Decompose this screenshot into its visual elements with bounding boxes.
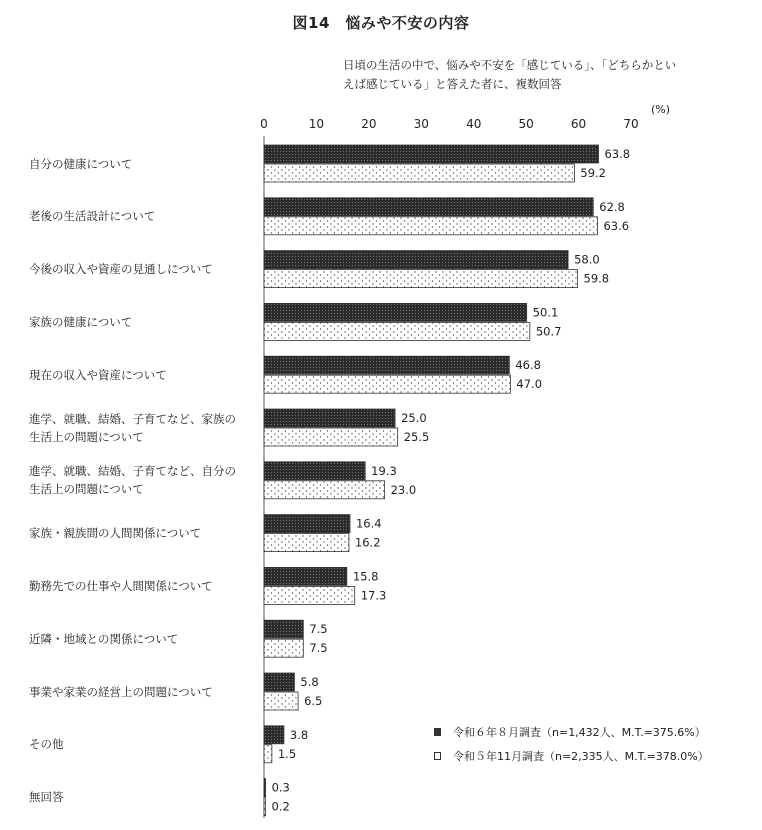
bar-series-1 [264, 303, 527, 321]
bar-series-1 [264, 145, 598, 163]
category-label: 勤務先での仕事や人間関係について [29, 578, 213, 593]
data-label: 15.8 [352, 569, 379, 584]
category-label: 老後の生活設計について [29, 209, 156, 224]
bar-series-2 [264, 270, 578, 288]
bar-series-1 [264, 567, 347, 585]
data-label: 1.5 [277, 746, 297, 761]
x-axis-ticks [260, 117, 638, 131]
data-label: 19.3 [371, 463, 397, 478]
data-label: 5.8 [300, 675, 319, 689]
data-label: 59.2 [580, 166, 606, 180]
category-label: 家族・親族間の人間関係について [29, 526, 202, 541]
data-label: 7.5 [309, 641, 328, 656]
data-label: 58.0 [574, 252, 600, 267]
legend-item-series-2 [434, 748, 709, 764]
data-label: 50.7 [535, 324, 562, 339]
category-label: 無回答 [29, 790, 64, 805]
bar-series-2 [264, 639, 303, 657]
data-label: 7.5 [309, 622, 328, 637]
category-label: 家族の健康について [29, 314, 133, 329]
bar-series-1 [264, 251, 568, 269]
bar-series-2 [264, 375, 510, 393]
x-tick-label: 30 [413, 117, 429, 131]
bar-series-2 [264, 164, 574, 182]
data-label: 16.2 [354, 535, 381, 550]
category-label: 事業や家業の経営上の問題について [29, 684, 213, 699]
bar-series-2 [264, 745, 272, 763]
bar-series-1 [264, 726, 284, 744]
data-label: 17.3 [360, 588, 387, 603]
data-label: 62.8 [599, 199, 625, 214]
data-label: 50.1 [532, 305, 559, 320]
data-label: 0.2 [271, 799, 290, 814]
legend-label-series-2: 令和５年11月調査（n=2,335人、M.T.=378.0%） [453, 750, 709, 763]
x-tick-label: 10 [308, 117, 325, 131]
bar-series-1 [264, 620, 303, 638]
bar-series-2 [264, 692, 298, 710]
data-label: 47.0 [516, 377, 543, 392]
data-label: 63.6 [603, 218, 630, 233]
bar-series-1 [264, 198, 593, 216]
bars-group [264, 145, 630, 816]
data-label: 63.8 [604, 147, 631, 161]
x-tick-label: 0 [260, 117, 268, 131]
data-label: 16.4 [355, 516, 382, 531]
bar-series-2 [264, 534, 349, 552]
chart-note: 日頃の生活の中で、悩みや不安を「感じている」、「どちらかといえば感じている」と答えた者に、複数回答 [343, 58, 677, 91]
data-label: 23.0 [390, 482, 417, 497]
category-label: 現在の収入や資産について [29, 367, 167, 382]
data-label: 3.8 [289, 727, 309, 742]
data-label: 25.0 [401, 411, 427, 425]
bar-series-2 [264, 798, 266, 816]
category-label: 進学、就職、結婚、子育てなど、家族の 生活上の問題について [29, 411, 236, 444]
category-label: 自分の健康について [29, 156, 133, 171]
bar-series-1 [264, 409, 395, 427]
bar-series-1 [264, 462, 365, 480]
bar-series-2 [264, 586, 355, 604]
legend-swatch-dark [434, 728, 441, 736]
legend-item-series-1 [434, 724, 706, 740]
x-tick-label: 60 [570, 117, 587, 131]
category-label: その他 [29, 737, 64, 752]
category-label: 今後の収入や資産の見通しについて [29, 262, 213, 277]
bar-series-2 [264, 428, 398, 446]
data-label: 46.8 [515, 358, 541, 373]
x-tick-label: 50 [518, 117, 534, 131]
unit-label: (%) [651, 103, 671, 116]
bar-series-1 [264, 356, 509, 374]
chart-title: 図14 悩みや不安の内容 [292, 14, 470, 32]
x-tick-label: 20 [361, 117, 377, 131]
bar-series-2 [264, 481, 385, 499]
x-tick-label: 40 [466, 117, 482, 131]
data-label: 6.5 [304, 694, 323, 708]
bar-series-2 [264, 322, 530, 340]
data-label: 59.8 [583, 271, 610, 286]
data-label: 0.3 [271, 780, 290, 795]
category-label: 近隣・地域との関係について [29, 631, 179, 646]
bar-series-2 [264, 217, 597, 235]
legend-label-series-1: 令和６年８月調査（n=1,432人、M.T.=375.6%） [453, 726, 706, 739]
bar-series-1 [264, 779, 266, 797]
bar-series-1 [264, 673, 294, 691]
data-label: 25.5 [403, 430, 430, 444]
x-tick-label: 70 [623, 117, 639, 131]
category-label: 進学、就職、結婚、子育てなど、自分の 生活上の問題について [29, 464, 236, 497]
legend-swatch-light [434, 752, 441, 760]
bar-series-1 [264, 515, 350, 533]
